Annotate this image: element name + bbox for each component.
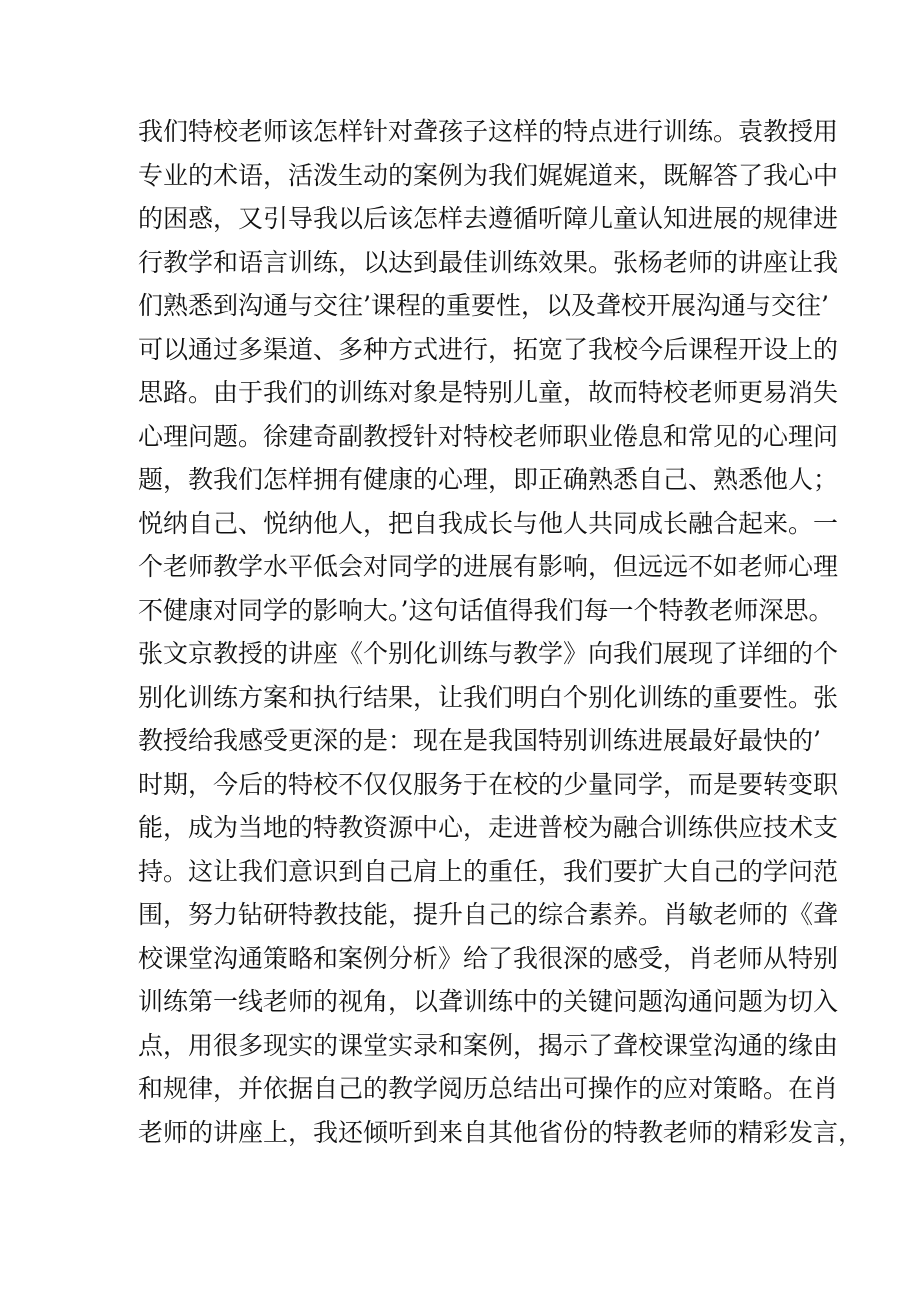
text-line: 校课堂沟通策略和案例分析》给了我很深的感受，肖老师从特别 [138,943,839,973]
body-paragraph [138,110,864,1154]
text-line: 不健康对同学的影响大。’这句话值得我们每一个特教老师深思。 [138,595,834,625]
text-line: 教授给我感受更深的是：现在是我国特别训练进展最好最快的’ [138,726,821,755]
text-line: 可以通过多渠道、多种方式进行，拓宽了我校今后课程开设上的 [138,334,839,364]
text-line: 和规律，并依据自己的教学阅历总结出可操作的应对策略。在肖 [138,1074,839,1103]
text-line: 的困惑，又引导我以后该怎样去遵循听障儿童认知进展的规律进 [138,204,839,233]
text-line: 题，教我们怎样拥有健康的心理，即正确熟悉自己、熟悉他人； [138,465,839,494]
text-line: 专业的术语，活泼生动的案例为我们娓娓道来，既解答了我心中 [138,160,839,190]
text-line: 张文京教授的讲座《个别化训练与教学》向我们展现了详细的个 [138,639,839,668]
text-line: 行教学和语言训练，以达到最佳训练效果。张杨老师的讲座让我 [138,247,839,277]
text-line: 思路。由于我们的训练对象是特别儿童，故而特校老师更易消失 [138,378,839,407]
text-line: 心理问题。徐建奇副教授针对特校老师职业倦息和常见的心理问 [138,421,839,451]
text-line: 时期，今后的特校不仅仅服务于在校的少量同学，而是要转变职 [138,769,839,799]
text-line: 老师的讲座上，我还倾听到来自其他省份的特教老师的精彩发言， [138,1117,864,1147]
text-line: 个老师教学水平低会对同学的进展有影响，但远远不如老师心理 [138,552,839,581]
text-line: 们熟悉到沟通与交往’课程的重要性，以及聋校开展沟通与交往’ [138,291,829,320]
text-line: 别化训练方案和执行结果，让我们明白个别化训练的重要性。张 [138,682,839,712]
text-line: 悦纳自己、悦纳他人，把自我成长与他人共同成长融合起来。一 [138,508,839,538]
text-line: 训练第一线老师的视角，以聋训练中的关键问题沟通问题为切入 [138,987,839,1016]
text-line: 点，用很多现实的课堂实录和案例，揭示了聋校课堂沟通的缘由 [138,1030,839,1060]
text-line: 能，成为当地的特教资源中心，走进普校为融合训练供应技术支 [138,813,839,842]
text-line: 围，努力钻研特教技能，提升自己的综合素养。肖敏老师的《聋 [138,900,839,929]
text-line: 持。这让我们意识到自己肩上的重任，我们要扩大自己的学问范 [138,856,839,886]
text-line: 我们特校老师该怎样针对聋孩子这样的特点进行训练。袁教授用 [138,117,839,146]
